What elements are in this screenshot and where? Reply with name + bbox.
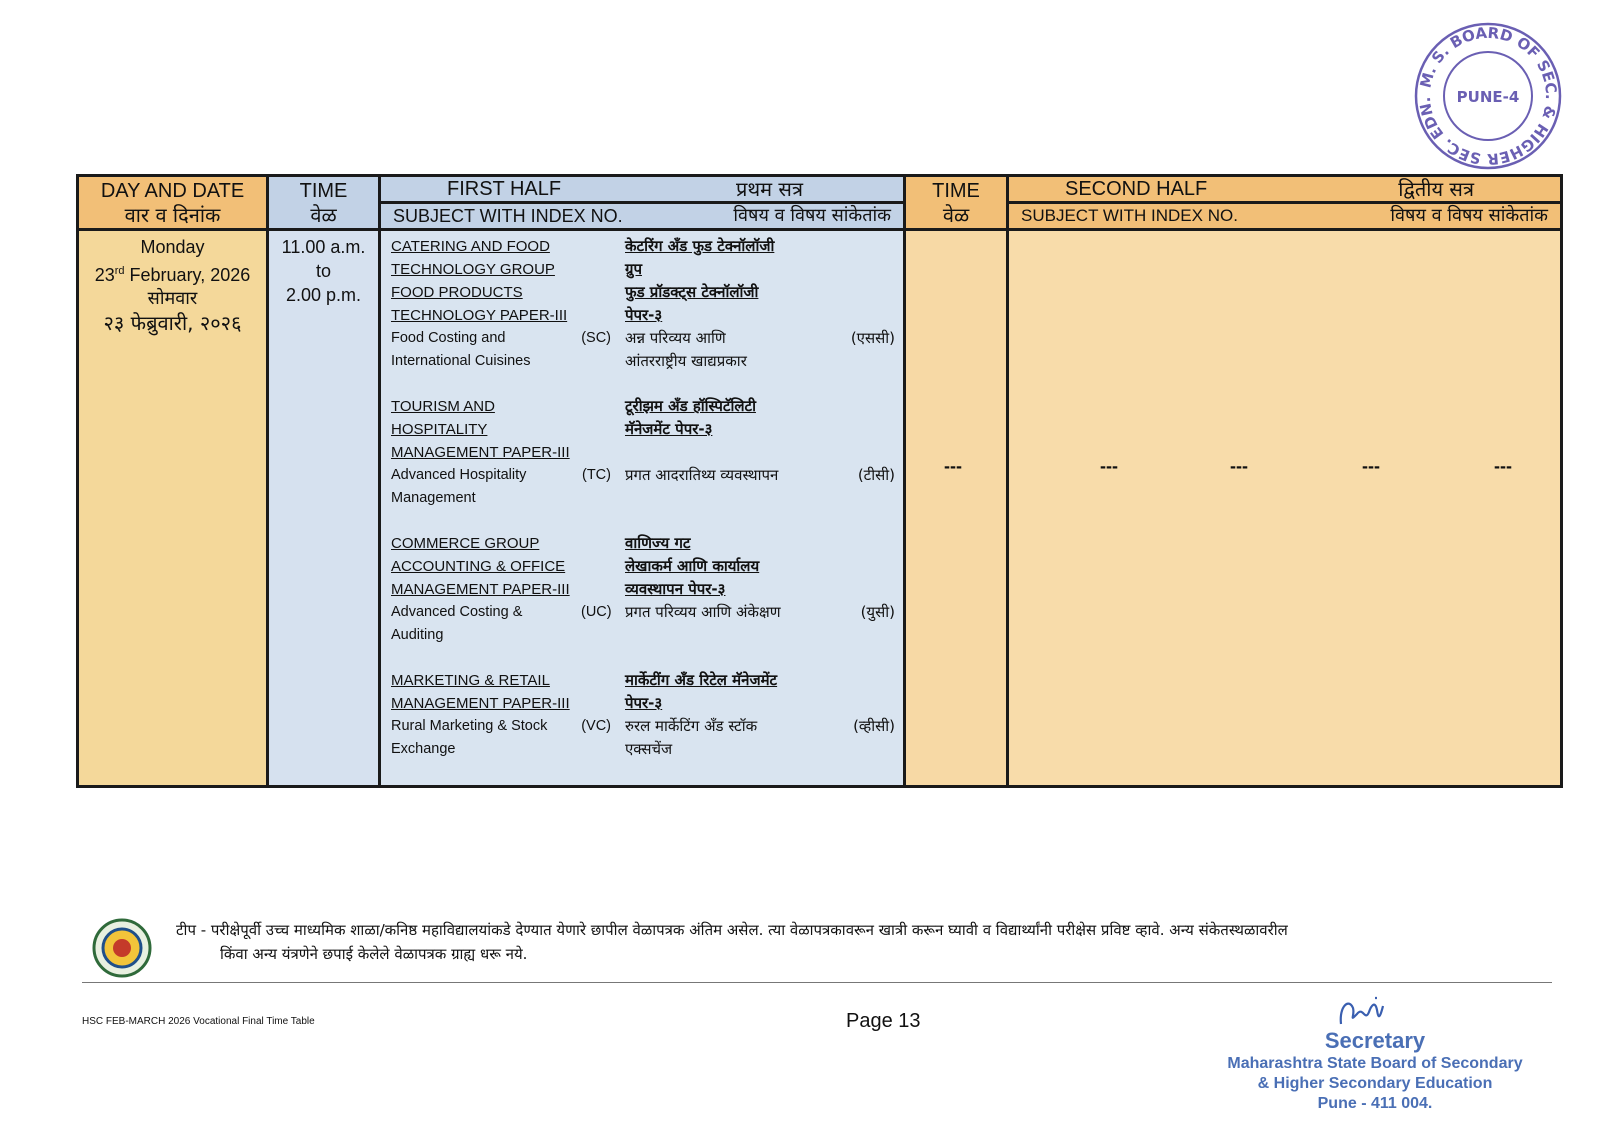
group-heading-mr: वाणिज्य गट — [625, 534, 691, 552]
subject-name-en: International Cuisines — [391, 353, 531, 369]
subject-name-mr — [625, 487, 835, 510]
header-time — [268, 176, 380, 230]
subject-name-en: Food Costing and — [391, 330, 506, 346]
date-mr: २३ फेब्रुवारी, २०२६ — [103, 311, 242, 335]
group-heading-en: MARKETING & RETAIL — [391, 672, 550, 689]
svg-text:M. S. BOARD OF SEC. & HIGHER S: M. S. BOARD OF SEC. & HIGHER SEC. EDN. — [1415, 23, 1561, 169]
index-code-mr: (टीसी) — [857, 466, 895, 484]
svg-text:PUNE-4: PUNE-4 — [1456, 88, 1520, 106]
header-first-half-en: FIRST HALF — [447, 178, 562, 200]
header-subject-mr: विषय व विषय सांकेतांक — [733, 205, 891, 226]
second-half-subjects — [1008, 230, 1562, 787]
subject-group — [391, 532, 895, 647]
group-heading-mr: ग्रुप — [625, 260, 642, 278]
second-half-dash-3: --- — [1362, 456, 1380, 476]
subject-name-en: Advanced Costing & — [391, 604, 523, 620]
second-half-dash-4: --- — [1494, 456, 1512, 476]
header-time-mr: वेळ — [310, 202, 337, 227]
index-code-mr — [835, 350, 895, 373]
footer-note-line2: किंवा अन्य यंत्रणेने छपाई केलेले वेळापत्रक ग्राह्य धरू नये. — [220, 945, 528, 963]
group-heading-en: COMMERCE GROUP — [391, 535, 540, 552]
index-code-en — [581, 738, 625, 761]
secretary-org-line1: Maharashtra State Board of Secondary — [1227, 1055, 1523, 1072]
secretary-title: Secretary — [1324, 1028, 1426, 1053]
header-subject2-en: SUBJECT WITH INDEX NO. — [1021, 206, 1238, 225]
group-heading-en: MANAGEMENT PAPER-III — [391, 444, 570, 461]
header-time2-mr: वेळ — [942, 202, 970, 227]
second-half-time-cell — [905, 230, 1008, 787]
board-seal-stamp — [1412, 20, 1564, 172]
header-time2-en: TIME — [932, 179, 980, 202]
signature — [1335, 992, 1391, 1032]
index-code-mr: (युसी) — [860, 603, 895, 621]
secretary-org-line2: & Higher Secondary Education — [1257, 1075, 1493, 1092]
group-heading-en: FOOD PRODUCTS — [391, 284, 523, 301]
header-time-2 — [905, 176, 1008, 230]
second-half-dash-1: --- — [1100, 456, 1118, 476]
second-half-time-dash: --- — [944, 456, 962, 476]
subject-group — [391, 395, 895, 510]
header-second-half-en: SECOND HALF — [1065, 178, 1208, 200]
time-end: 2.00 p.m. — [285, 285, 362, 305]
secretary-address: Pune - 411 004. — [1317, 1095, 1433, 1112]
header-day-date-en: DAY AND DATE — [100, 179, 245, 202]
group-heading-en: ACCOUNTING & OFFICE — [391, 558, 566, 575]
group-heading-mr: मॅनेजमेंट पेपर-३ — [625, 420, 713, 438]
second-half-dash-2: --- — [1230, 456, 1248, 476]
group-heading-mr: फुड प्रॉडक्ट्स टेक्नॉलॉजी — [625, 283, 759, 301]
header-second-half — [1008, 176, 1562, 203]
group-heading-en: TECHNOLOGY GROUP — [391, 261, 555, 278]
subject-name-mr: प्रगत आदरातिथ्य व्यवस्थापन — [625, 466, 779, 484]
index-code-mr — [835, 738, 895, 761]
subject-name-en: Auditing — [391, 627, 444, 643]
group-heading-mr: मार्केटींग अँड रिटेल मॅनेजमेंट — [625, 671, 778, 689]
group-heading-en: MANAGEMENT PAPER-III — [391, 695, 570, 712]
index-code-en — [581, 487, 625, 510]
header-day-date — [78, 176, 268, 230]
index-code-mr — [835, 487, 895, 510]
secretary-signature-block — [1225, 1028, 1525, 1114]
header-subject2-mr: विषय व विषय सांकेतांक — [1390, 205, 1548, 226]
index-code-en: (UC) — [581, 604, 612, 620]
subject-name-mr: रुरल मार्केटिंग अँड स्टॉक — [625, 717, 758, 735]
header-first-half-mr: प्रथम सत्र — [735, 177, 803, 201]
subject-group — [391, 669, 895, 761]
subject-name-en: Advanced Hospitality — [391, 467, 527, 483]
footer-doc-title: HSC FEB-MARCH 2026 Vocational Final Time Table — [82, 1016, 315, 1027]
header-time-en: TIME — [299, 179, 348, 202]
index-code-en: (VC) — [581, 718, 611, 734]
index-code-en — [581, 624, 625, 647]
group-heading-mr — [625, 441, 895, 464]
page-number: Page 13 — [846, 1010, 921, 1032]
subject-name-en: Exchange — [391, 741, 456, 757]
board-emblem-logo — [90, 918, 154, 978]
header-day-date-mr: वार व दिनांक — [124, 202, 221, 227]
subject-name-en: Management — [391, 490, 476, 506]
header-subject-first — [380, 203, 905, 230]
group-heading-en: CATERING AND FOOD — [391, 238, 550, 255]
footer-divider — [82, 982, 1552, 983]
day-date-cell — [78, 230, 268, 787]
subject-name-mr: एक्सचेंज — [625, 740, 673, 758]
time-start: 11.00 a.m. — [281, 237, 366, 257]
subject-name-mr: आंतरराष्ट्रीय खाद्यप्रकार — [625, 352, 747, 370]
header-subject-second — [1008, 203, 1562, 230]
index-code-mr — [835, 624, 895, 647]
index-code-en: (SC) — [581, 330, 611, 346]
first-half-subjects — [380, 230, 905, 787]
header-first-half — [380, 176, 905, 203]
group-heading-en: MANAGEMENT PAPER-III — [391, 581, 570, 598]
footer-note — [176, 918, 1506, 966]
exam-timetable — [76, 174, 1563, 788]
day-en: Monday — [140, 237, 205, 257]
index-code-mr: (व्हीसी) — [853, 717, 895, 735]
index-code-mr: (एससी) — [850, 329, 895, 347]
subject-name-mr: प्रगत परिव्यय आणि अंकेक्षण — [625, 603, 781, 621]
subject-name-en: Rural Marketing & Stock — [391, 718, 548, 734]
group-heading-mr: पेपर-३ — [625, 694, 663, 712]
subject-name-mr: अन्न परिव्यय आणि — [625, 329, 726, 347]
group-heading-en: TECHNOLOGY PAPER-III — [391, 307, 568, 324]
footer-note-line1: टीप - परीक्षेपूर्वी उच्च माध्यमिक शाळा/कनिष्ठ महाविद्यालयांकडे देण्यात येणारे छापील वेळापत्रक अंतिम असेल. त्या वेळापत्रकावरून खात्री करून घ्यावी व विद्यार्थ्यांनी परीक्षेस प्रविष्ट व्हावे. अन्य संकेतस्थळावरील — [176, 921, 1288, 939]
group-heading-en: TOURISM AND — [391, 398, 495, 415]
index-code-en: (TC) — [582, 467, 611, 483]
header-subject-en: SUBJECT WITH INDEX NO. — [393, 206, 623, 226]
index-code-en — [581, 350, 625, 373]
header-second-half-mr: द्वितीय सत्र — [1398, 177, 1474, 201]
date-en: 23rd February, 2026 — [94, 265, 251, 285]
subject-name-mr — [625, 624, 835, 647]
group-heading-en: HOSPITALITY — [391, 421, 488, 438]
time-to: to — [315, 261, 331, 281]
group-heading-mr: लेखाकर्म आणि कार्यालय — [625, 557, 760, 575]
group-heading-mr: केटरिंग अँड फुड टेक्नॉलॉजी — [625, 237, 775, 255]
day-mr: सोमवार — [147, 288, 198, 309]
group-heading-mr: टूरीझम अँड हॉस्पिटॅलिटी — [625, 397, 756, 415]
group-heading-mr: पेपर-३ — [625, 306, 663, 324]
time-cell — [268, 230, 380, 787]
group-heading-mr: व्यवस्थापन पेपर-३ — [625, 580, 726, 598]
subject-group — [391, 235, 895, 373]
